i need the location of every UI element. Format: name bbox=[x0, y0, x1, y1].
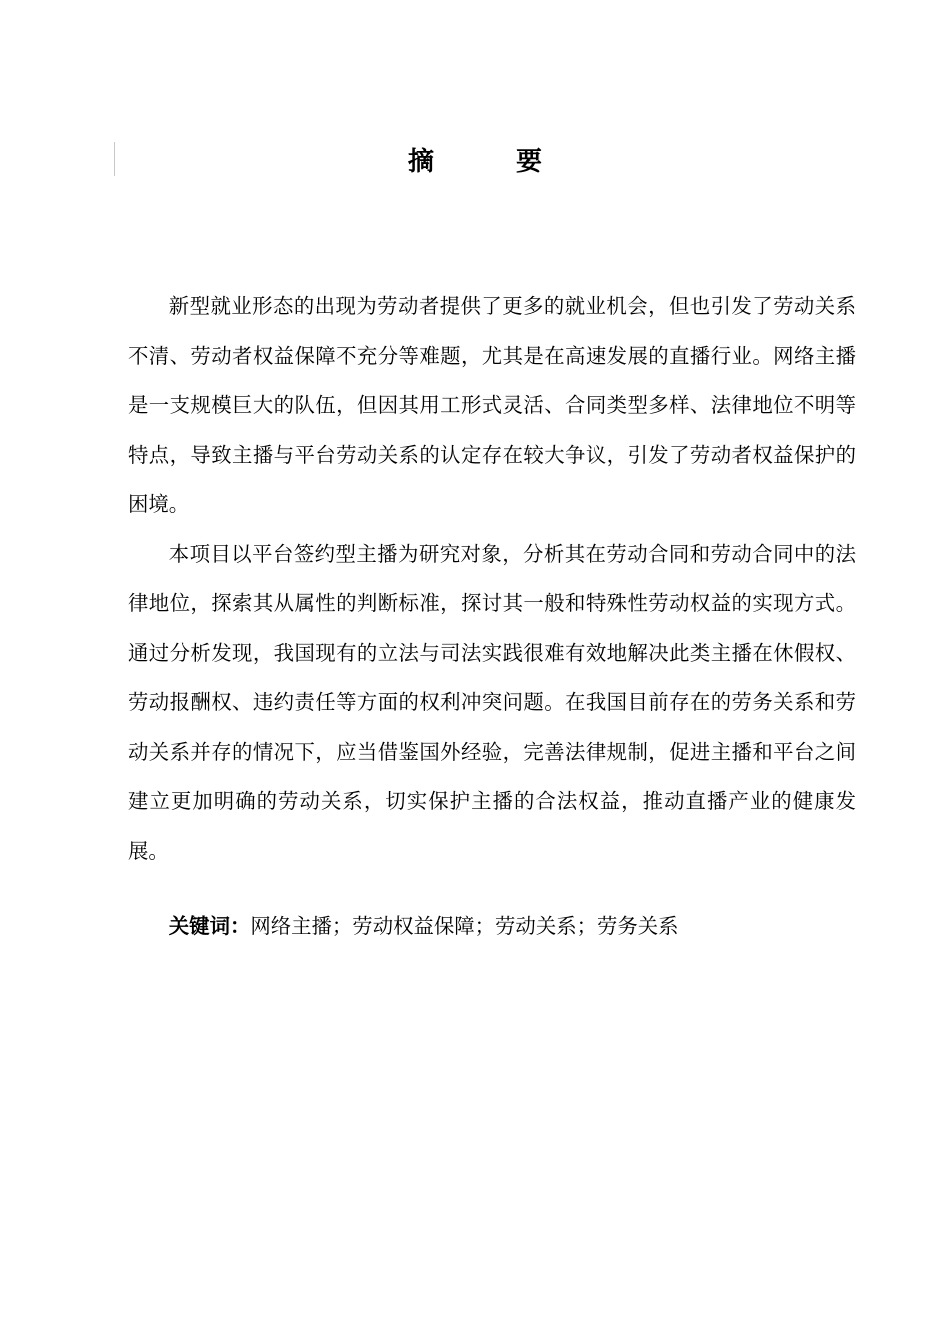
keywords-line bbox=[128, 902, 856, 952]
keywords-text: 网络主播；劳动权益保障；劳动关系；劳务关系 bbox=[250, 914, 679, 938]
abstract-paragraph-1: 新型就业形态的出现为劳动者提供了更多的就业机会，但也引发了劳动关系不清、劳动者权益保障不充分等难题，尤其是在高速发展的直播行业。网络主播是一支规模巨大的队伍，但因其用工形式灵活、合同类型多样、法律地位不明等特点，导致主播与平台劳动关系的认定存在较大争议，引发了劳动者权益保护的困境。 bbox=[128, 294, 856, 516]
abstract-body bbox=[128, 282, 856, 876]
keywords-label: 关键词： bbox=[168, 914, 251, 938]
abstract-paragraph-2: 本项目以平台签约型主播为研究对象，分析其在劳动合同和劳动合同中的法律地位，探索其从属性的判断标准，探讨其一般和特殊性劳动权益的实现方式。通过分析发现，我国现有的立法与司法实践很难有效地解决此类主播在休假权、劳动报酬权、违约责任等方面的权利冲突问题。在我国目前存在的劳务关系和劳动关系并存的情况下，应当借鉴国外经验，完善法律规制，促进主播和平台之间建立更加明确的劳动关系，切实保护主播的合法权益，推动直播产业的健康发展。 bbox=[128, 541, 856, 863]
abstract-title: 摘 要 bbox=[407, 147, 570, 177]
